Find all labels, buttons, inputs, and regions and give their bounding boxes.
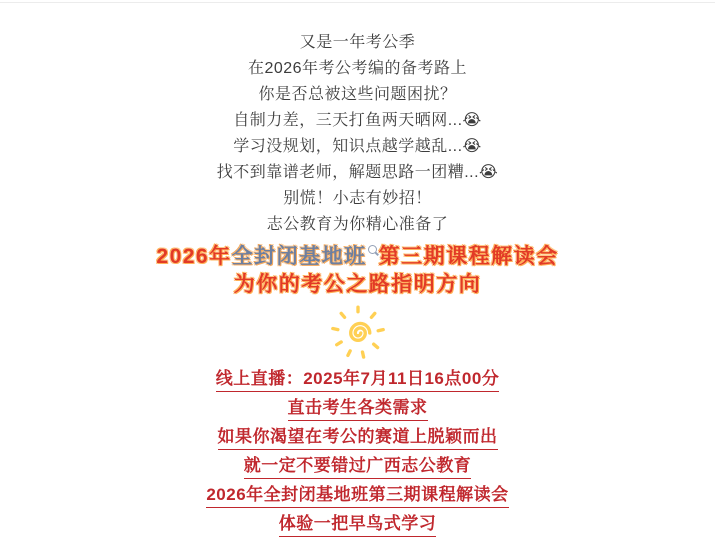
promo-line: 线上直播：2025年7月11日16点00分	[0, 365, 715, 394]
intro-line: 自制力差，三天打鱼两天晒网...😭	[233, 112, 482, 129]
intro-line: 又是一年考公季	[299, 34, 416, 51]
headline-year: 2026年	[156, 245, 232, 268]
promo-line: 2026年全封闭基地班第三期课程解读会	[0, 481, 715, 510]
intro-line: 别慌！小志有妙招！	[283, 190, 432, 207]
intro-line: 在2026年考公考编的备考路上	[247, 60, 468, 77]
headline-suffix: 第三期课程解读会	[378, 245, 559, 268]
promo-lines	[0, 365, 715, 537]
intro-line: 你是否总被这些问题困扰？	[258, 86, 457, 103]
promo-line: 如果你渴望在考公的赛道上脱颖而出	[0, 423, 715, 452]
headline	[0, 243, 715, 299]
sun-spiral-icon	[327, 305, 389, 361]
top-divider	[0, 2, 715, 3]
intro-paragraphs	[0, 30, 715, 238]
headline-line-2: 为你的考公之路指明方向	[233, 273, 482, 296]
search-icon	[368, 245, 377, 254]
promo-line: 就一定不要错过广西志公教育	[0, 452, 715, 481]
headline-line-1	[0, 243, 715, 271]
promo-line: 体验一把早鸟式学习	[0, 510, 715, 537]
intro-line: 找不到靠谱老师，解题思路一团糟...😭	[216, 164, 499, 181]
intro-line: 学习没规划，知识点越学越乱...😭	[233, 138, 482, 155]
intro-line: 志公教育为你精心准备了	[266, 216, 449, 233]
headline-highlight: 全封闭基地班	[231, 245, 367, 268]
promo-line: 直击考生各类需求	[0, 394, 715, 423]
